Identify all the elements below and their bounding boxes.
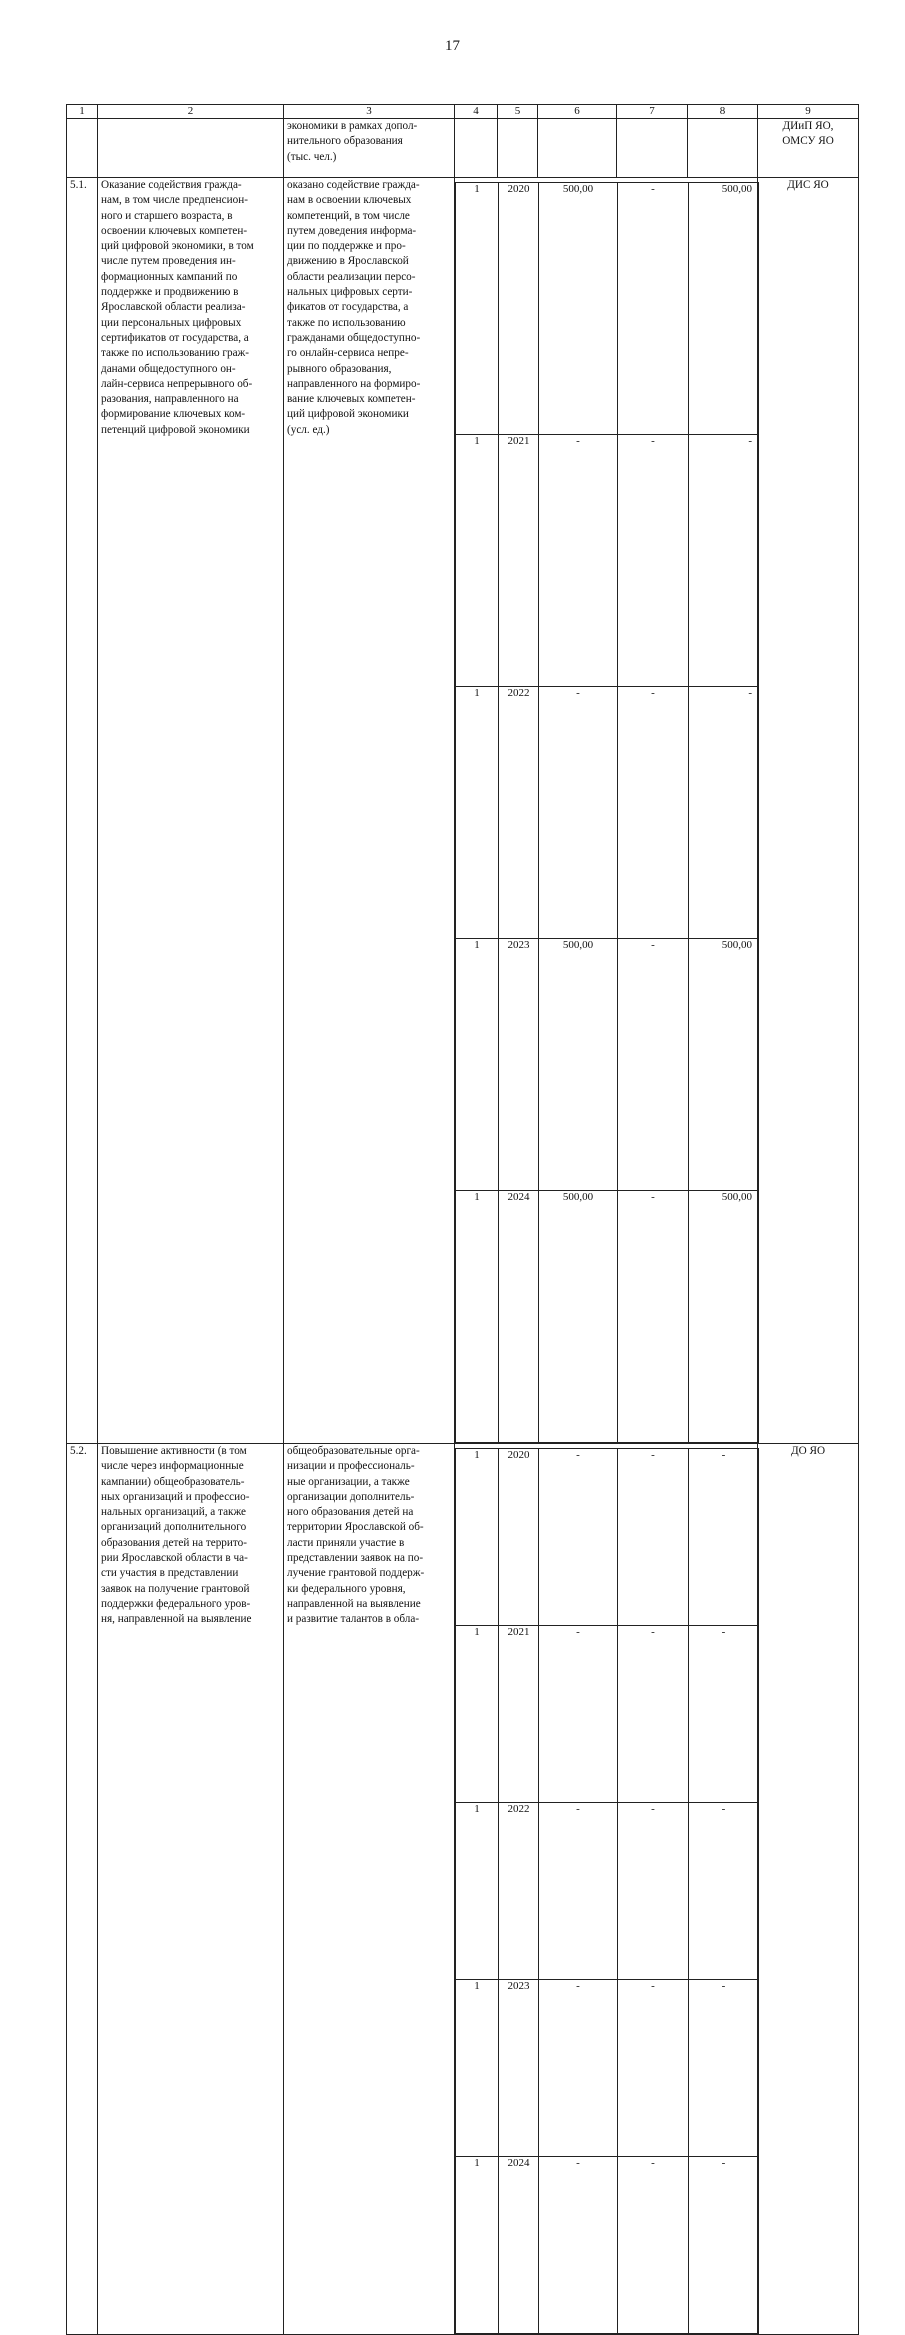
header-cell: 6 — [538, 105, 617, 119]
year-row: 1 2024 - - - — [456, 2157, 759, 2334]
activities-table — [66, 104, 859, 2335]
yearly-values — [455, 178, 758, 1444]
table-row — [67, 178, 859, 1444]
indicator-description: общеобразовательные орга- низации и профессиональ- ные организации, а также организации дополнитель- ного образования детей на территории Ярославской об- ласти приняли участие в представлении заявок на по- лучение грантовой поддерж- ки федерального уровня, направленной на выявление и развитие талантов в обла- — [284, 1444, 455, 2335]
continuation-row — [67, 119, 859, 178]
header-cell: 8 — [688, 105, 758, 119]
year-row: 1 2023 500,00 - 500,00 — [456, 939, 759, 1191]
activity-description: Оказание содействия гражда- нам, в том числе предпенсион- ного и старшего возраста, в освоении ключевых компетен- ций цифровой экономики, в том числе путем проведения ин- формационных кампаний по поддержке и продвижению в Ярославской области реализа- ции персональных цифровых сертификатов от государства, а также по использованию граж- данами общедоступного он- лайн-сервиса непрерывного об- разования, направленного на формирование ключевых ком- петенций цифровой экономики — [98, 178, 284, 1444]
indicator-description: оказано содействие гражда- нам в освоении ключевых компетенций, в том числе путем доведения информа- ции по поддержке и про- движению в Ярославской области реализации персо- нальных цифровых серти- фикатов от государства, а также по использованию гражданами общедоступно- го онлайн-сервиса непре- рывного образования, направленного на формиро- вание ключевых компетен- ций цифровой экономики (усл. ед.) — [284, 178, 455, 1444]
year-row: 1 2023 - - - — [456, 1980, 759, 2157]
table-row — [67, 1444, 859, 2335]
year-row: 1 2022 - - - — [456, 687, 759, 939]
continuation-indicator: экономики в рамках допол- нительного образования (тыс. чел.) — [284, 119, 455, 178]
header-row — [67, 105, 859, 119]
year-row: 1 2020 - - - — [456, 1449, 759, 1626]
header-cell: 4 — [455, 105, 498, 119]
header-cell: 2 — [98, 105, 284, 119]
continuation-executor: ДИиП ЯО, ОМСУ ЯО — [758, 119, 859, 178]
activity-description: Повышение активности (в том числе через информационные кампании) общеобразователь- ных организаций и профессио- нальных организаций, а также организаций дополнительного образования детей на террито- рии Ярославской области в ча- сти участия в представлении заявок на получение грантовой поддержки федерального уров- ня, направленной на выявление — [98, 1444, 284, 2335]
header-cell: 5 — [498, 105, 538, 119]
header-cell: 1 — [67, 105, 98, 119]
row-number: 5.1. — [67, 178, 98, 1444]
year-row: 1 2022 - - - — [456, 1803, 759, 1980]
yearly-values — [455, 1444, 758, 2335]
year-row: 1 2021 - - - — [456, 435, 759, 687]
header-cell: 7 — [617, 105, 688, 119]
executor: ДО ЯО — [758, 1444, 859, 2335]
page-number: 17 — [445, 38, 460, 54]
year-row: 1 2024 500,00 - 500,00 — [456, 1191, 759, 1443]
row-number: 5.2. — [67, 1444, 98, 2335]
year-row: 1 2020 500,00 - 500,00 — [456, 183, 759, 435]
header-cell: 9 — [758, 105, 859, 119]
year-row: 1 2021 - - - — [456, 1626, 759, 1803]
header-cell: 3 — [284, 105, 455, 119]
executor: ДИС ЯО — [758, 178, 859, 1444]
